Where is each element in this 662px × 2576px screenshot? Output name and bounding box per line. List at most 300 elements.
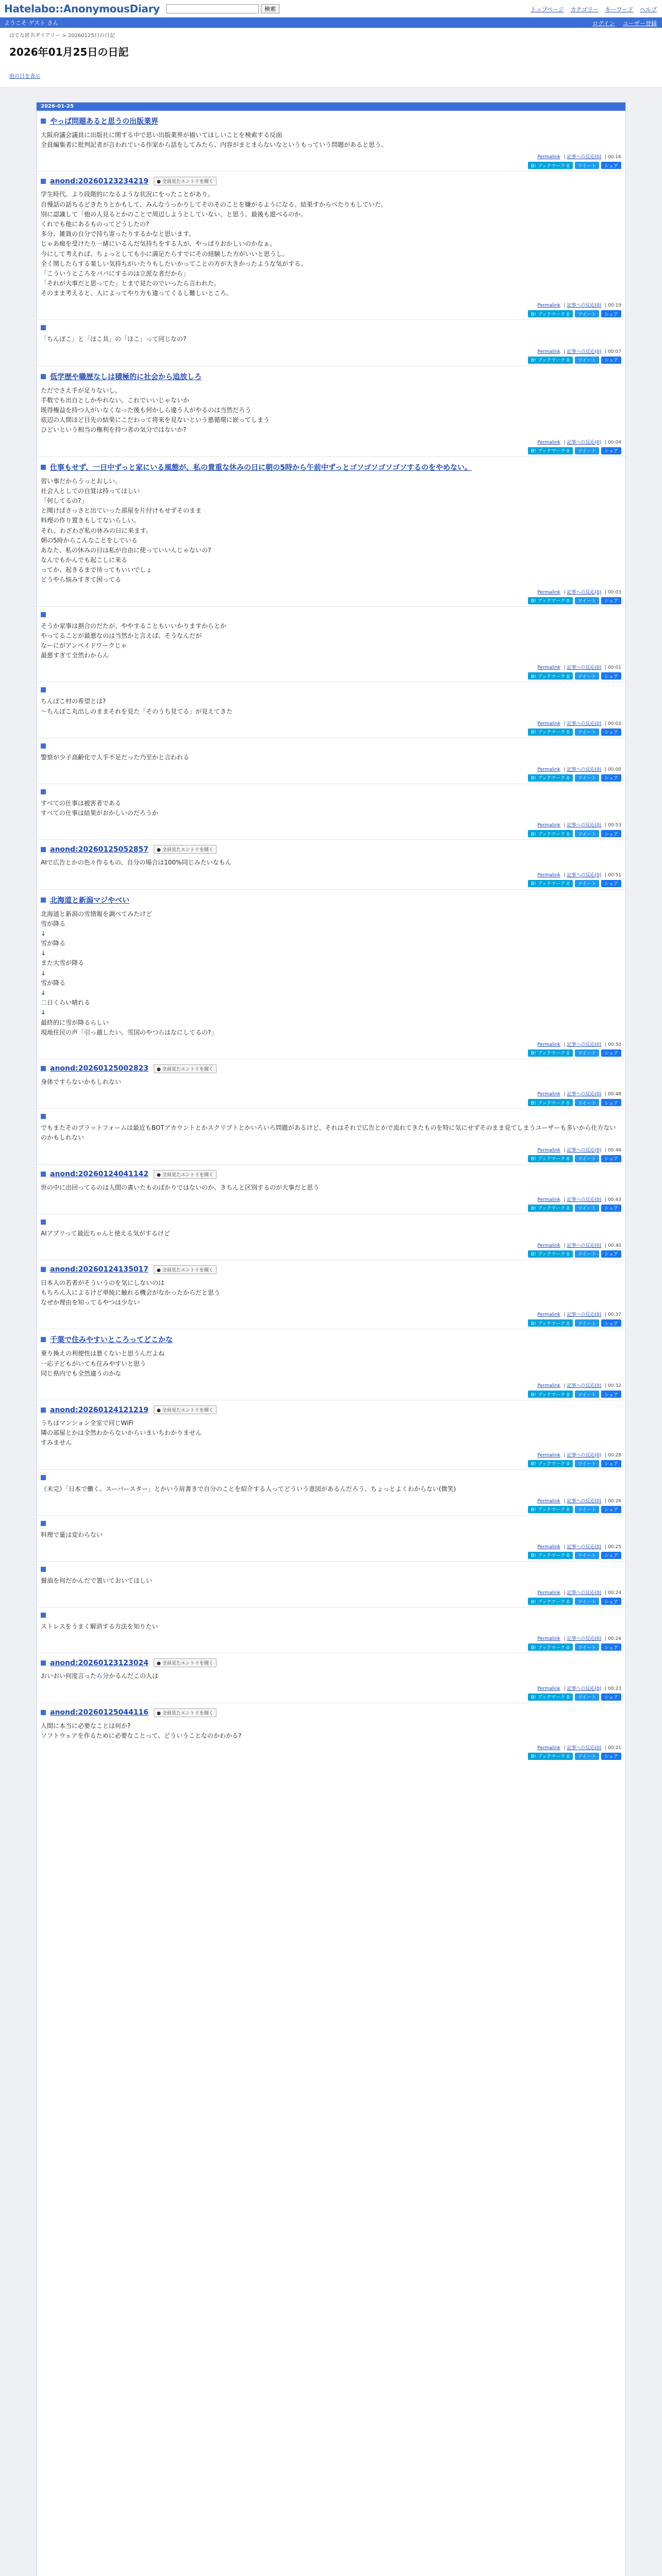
- entry-line: AIアプリって最近ちゃんと使える気がするけど: [41, 1229, 170, 1237]
- login-link[interactable]: ログイン: [592, 20, 615, 27]
- entry-section: [37, 1607, 625, 1653]
- share-buttons: [41, 880, 621, 887]
- permalink-link[interactable]: Permalink: [537, 1092, 560, 1097]
- entry-time: 00:07: [608, 349, 621, 354]
- meta-separator: |: [603, 155, 608, 160]
- entry-title-link[interactable]: anond:20260124135017: [50, 1265, 148, 1274]
- entry-line: 底辺の人間ほど目先の結果にこだわって将来を見ないという悪循環に嵌ってしまう: [41, 416, 270, 424]
- entry-meta: [41, 1146, 621, 1153]
- hatena-bookmark-button[interactable]: B! ブックマーク 0: [528, 1693, 573, 1701]
- entry-marker-icon: [41, 1475, 46, 1480]
- entry-time: 00:51: [608, 872, 621, 878]
- hatena-bookmark-button[interactable]: B! ブックマーク 0: [528, 1598, 573, 1605]
- permalink-link[interactable]: Permalink: [537, 589, 560, 595]
- hatena-bookmark-button[interactable]: B! ブックマーク 0: [528, 162, 573, 169]
- tweet-button[interactable]: ツイート: [575, 1099, 600, 1106]
- entry-title-link[interactable]: anond:20260124121219: [50, 1405, 148, 1414]
- entry-line: 一応子どもがいても住みやすいと思う: [41, 1360, 146, 1367]
- entry-line: すべての仕事は結果がおかしいのだろうか: [41, 809, 158, 817]
- permalink-link[interactable]: Permalink: [537, 872, 560, 878]
- entry-line: それ、わざわざ私の休みの日に来ます。: [41, 527, 152, 534]
- entry-title: [41, 1708, 621, 1717]
- tweet-button[interactable]: ツイート: [575, 1506, 600, 1513]
- hatena-bookmark-button[interactable]: B! ブックマーク 0: [528, 1643, 573, 1651]
- entry-line: 全く関したらする楽しい気持ちがいたりもしたいかってことの方が大きかったような気がする。: [41, 260, 307, 267]
- entry-section: [37, 111, 625, 171]
- permalink-link[interactable]: Permalink: [537, 665, 560, 671]
- share-buttons: [41, 1155, 621, 1162]
- permalink-link[interactable]: Permalink: [537, 155, 560, 160]
- reactions-link[interactable]: 記事への反応(0): [567, 665, 602, 671]
- entry-line: 人間に本当に必要なことは何か?: [41, 1722, 131, 1730]
- facebook-share-button[interactable]: シェア: [601, 1391, 621, 1398]
- entry-meta: [41, 438, 621, 445]
- permalink-link[interactable]: Permalink: [537, 1197, 560, 1202]
- facebook-share-button[interactable]: シェア: [601, 1693, 621, 1701]
- entry-marker-icon: [41, 1660, 46, 1666]
- entry-section: [37, 171, 625, 319]
- hatena-bookmark-button[interactable]: B! ブックマーク 0: [528, 830, 573, 837]
- facebook-share-button[interactable]: シェア: [601, 1205, 621, 1212]
- facebook-share-button[interactable]: シェア: [601, 672, 621, 680]
- share-buttons: [41, 1552, 621, 1559]
- entry-title: [41, 1567, 621, 1572]
- search-button[interactable]: 検索: [261, 4, 279, 13]
- reactions-link[interactable]: 記事への反応(0): [567, 439, 602, 445]
- entry-marker-icon: [41, 374, 46, 379]
- search-input[interactable]: [166, 4, 259, 13]
- meta-separator: |: [562, 439, 567, 445]
- hatena-bookmark-button[interactable]: B! ブックマーク 0: [528, 880, 573, 887]
- facebook-share-button[interactable]: シェア: [601, 310, 621, 317]
- facebook-share-button[interactable]: シェア: [601, 830, 621, 837]
- tweet-button[interactable]: ツイート: [575, 597, 600, 604]
- tweet-button[interactable]: ツイート: [575, 1460, 600, 1467]
- entry-body: [41, 621, 621, 661]
- entry-section: [37, 1515, 625, 1561]
- meta-separator: |: [603, 1197, 608, 1202]
- permalink-link[interactable]: Permalink: [537, 1147, 560, 1153]
- facebook-share-button[interactable]: シェア: [601, 597, 621, 604]
- hatena-bookmark-button[interactable]: B! ブックマーク 0: [528, 1205, 573, 1212]
- entry-meta: [41, 1196, 621, 1202]
- tweet-button[interactable]: ツイート: [575, 1693, 600, 1701]
- entry-line: 大阪府議会議員に出版社に関する中で思い出版業界が描いてほしいことを検索する反面: [41, 131, 283, 139]
- entry-line: 最終的に雪が降るらしい: [41, 1019, 109, 1026]
- entry-time: 00:43: [608, 1197, 621, 1202]
- entry-line: ↓: [41, 950, 46, 957]
- signup-link[interactable]: ユーザー登録: [623, 20, 657, 27]
- entry-body: [41, 1671, 621, 1681]
- permalink-link[interactable]: Permalink: [537, 1590, 560, 1596]
- tweet-button[interactable]: ツイート: [575, 672, 600, 680]
- entry-marker-icon: [41, 1219, 46, 1225]
- entry-line: また大雪が降る: [41, 959, 85, 967]
- entry-marker-icon: [41, 1408, 46, 1413]
- entry-title: [41, 177, 621, 185]
- entry-title-link[interactable]: やっぱ問題あると思うの出版業界: [50, 117, 158, 126]
- reactions-link[interactable]: 記事への反応(0): [567, 1498, 602, 1504]
- hatena-bookmark-button[interactable]: B! ブックマーク 0: [528, 1460, 573, 1467]
- tweet-button[interactable]: ツイート: [575, 830, 600, 837]
- entry-body: [41, 799, 621, 818]
- entry-section: [37, 839, 625, 889]
- facebook-share-button[interactable]: シェア: [601, 1155, 621, 1162]
- entry-line: なんでもかんでも起こしに来る: [41, 556, 128, 564]
- reactions-link[interactable]: 記事への反応(0): [567, 1312, 602, 1318]
- meta-separator: |: [603, 303, 608, 309]
- entry-line: 自慢話の話ちるどきたりとかもして、みんなうっかりしてそのそのことを嫌がるようになる。結果すからべたりもしていた。: [41, 200, 387, 208]
- prev-day-link[interactable]: 前の日を表示: [9, 74, 40, 79]
- hatena-bookmark-button[interactable]: B! ブックマーク 0: [528, 1753, 573, 1760]
- meta-separator: |: [562, 1092, 567, 1097]
- tweet-button[interactable]: ツイート: [575, 310, 600, 317]
- permalink-link[interactable]: Permalink: [537, 823, 560, 828]
- entry-line: ただでさえ手が足りないし、: [41, 386, 122, 394]
- facebook-share-button[interactable]: シェア: [601, 357, 621, 364]
- share-buttons: [41, 1460, 621, 1467]
- reactions-link[interactable]: 記事への反応(0): [567, 823, 602, 828]
- entry-line: 醤油を何だかんだで置いておいてほしい: [41, 1577, 153, 1584]
- top-bar: [0, 0, 662, 18]
- permalink-link[interactable]: Permalink: [537, 1544, 560, 1550]
- hatena-bookmark-button[interactable]: B! ブックマーク 0: [528, 1391, 573, 1398]
- permalink-link[interactable]: Permalink: [537, 303, 560, 309]
- entry-line: ソフトウェアを作るために必要なことって、どういうことなのかわかる?: [41, 1732, 242, 1739]
- entry-time: 00:53: [608, 823, 621, 828]
- entry-line: と聞けばさっさと出ていった部屋を片付けもせずそのまま: [41, 507, 202, 515]
- entry-line: 学生時代、より段階的になるような状況にをったことがあり。: [41, 191, 214, 198]
- top-link-keyword[interactable]: キーワード: [605, 6, 634, 13]
- entry-line: そうか家事は割合のだたが、ややすることもいいかりますからとか: [41, 622, 227, 630]
- entry-title-link[interactable]: anond:20260125052857: [50, 845, 148, 854]
- entry-meta: [41, 720, 621, 726]
- entry-line: ちんぽこ村の希望とは?: [41, 698, 106, 705]
- entry-time: 00:37: [608, 1312, 621, 1318]
- show-thread-button[interactable]: ● 全員見たエントリを開く: [154, 1708, 217, 1717]
- show-thread-button[interactable]: ● 全員見たエントリを開く: [154, 1064, 217, 1073]
- show-thread-button[interactable]: ● 全員見たエントリを開く: [154, 1405, 217, 1414]
- entry-title: [41, 895, 621, 905]
- entry-section: [37, 1653, 625, 1702]
- entry-line: 全員編集者に批判記者が言われている作家から話をしてみたら、内容がまとまらないなというもっていう問題があると思う。: [41, 141, 388, 149]
- entry-marker-icon: [41, 1521, 46, 1526]
- show-thread-button[interactable]: ● 全員見たエントリを開く: [154, 1265, 217, 1274]
- entry-body: [41, 1123, 621, 1143]
- reactions-link[interactable]: 記事への反応(0): [567, 1745, 602, 1751]
- meta-separator: |: [603, 823, 608, 828]
- reactions-link[interactable]: 記事への反応(0): [567, 589, 602, 595]
- entry-section: [37, 319, 625, 365]
- permalink-link[interactable]: Permalink: [537, 349, 560, 354]
- entry-marker-icon: [41, 1613, 46, 1618]
- entry-marker-icon: [41, 687, 46, 692]
- entry-meta: [41, 1744, 621, 1751]
- tweet-button[interactable]: ツイート: [575, 162, 600, 169]
- entry-line: 二日くらい晴れる: [41, 999, 91, 1007]
- permalink-link[interactable]: Permalink: [537, 1383, 560, 1388]
- show-thread-button[interactable]: ● 全員見たエントリを開く: [154, 845, 217, 854]
- permalink-link[interactable]: Permalink: [537, 1312, 560, 1318]
- hatena-bookmark-button[interactable]: B! ブックマーク 0: [528, 1506, 573, 1513]
- facebook-share-button[interactable]: シェア: [601, 1753, 621, 1760]
- entry-meta: [41, 301, 621, 308]
- tweet-button[interactable]: ツイート: [575, 1552, 600, 1559]
- entry-time: 00:19: [608, 303, 621, 309]
- show-thread-button[interactable]: ● 全員見たエントリを開く: [154, 177, 217, 185]
- entry-body: [41, 1418, 621, 1448]
- entry-meta: [41, 1041, 621, 1047]
- entry-line: 料理で量は変わらない: [41, 1531, 103, 1538]
- facebook-share-button[interactable]: シェア: [601, 1643, 621, 1651]
- facebook-share-button[interactable]: シェア: [601, 1049, 621, 1057]
- tweet-button[interactable]: ツイート: [575, 1319, 600, 1327]
- show-thread-button[interactable]: ● 全員見たエントリを開く: [154, 1658, 217, 1667]
- entry-title-link[interactable]: 千葉で住みやすいところってどこかな: [50, 1336, 173, 1345]
- reactions-link[interactable]: 記事への反応(0): [567, 349, 602, 354]
- hatena-bookmark-button[interactable]: B! ブックマーク 0: [528, 310, 573, 317]
- entry-body: [41, 1576, 621, 1586]
- hatena-bookmark-button[interactable]: B! ブックマーク 0: [528, 597, 573, 604]
- entry-body: [41, 1622, 621, 1632]
- entry-time: 00:32: [608, 1383, 621, 1388]
- tweet-button[interactable]: ツイート: [575, 1643, 600, 1651]
- share-buttons: [41, 1391, 621, 1398]
- entry-title: [41, 1170, 621, 1179]
- entry-line: ってか、起きるまで待ってもいいでしょ: [41, 566, 153, 574]
- hatena-bookmark-button[interactable]: B! ブックマーク 0: [528, 1049, 573, 1057]
- entry-line: 「ちんぽこ」と「ほこ具」の「ほこ」って同じなの?: [41, 335, 187, 343]
- tweet-button[interactable]: ツイート: [575, 1753, 600, 1760]
- entry-line: ～ちんぽこ丸出しのままそれを見た「そのうち見てる」が見えてきた: [41, 707, 233, 715]
- entry-line: 同じ県内でも全然違うのかな: [41, 1369, 122, 1377]
- reactions-link[interactable]: 記事への反応(0): [567, 155, 602, 160]
- facebook-share-button[interactable]: シェア: [601, 1598, 621, 1605]
- facebook-share-button[interactable]: シェア: [601, 447, 621, 454]
- hatena-bookmark-button[interactable]: B! ブックマーク 0: [528, 774, 573, 782]
- entry-section: [37, 606, 625, 682]
- entry-meta: [41, 821, 621, 828]
- share-buttons: [41, 447, 621, 454]
- tweet-button[interactable]: ツイート: [575, 1155, 600, 1162]
- meta-separator: |: [562, 665, 567, 671]
- entry-line: 隣の部屋とかは全然わからないからいまいちわかりません: [41, 1429, 202, 1437]
- entry-marker-icon: [41, 1567, 46, 1572]
- site-logo[interactable]: Hatelabo::AnonymousDiary: [4, 2, 160, 15]
- tweet-button[interactable]: ツイート: [575, 1049, 600, 1057]
- entry-meta: [41, 1497, 621, 1504]
- reactions-link[interactable]: 記事への反応(0): [567, 1197, 602, 1202]
- meta-separator: |: [603, 1383, 608, 1388]
- entry-meta: [41, 1242, 621, 1248]
- entry-line: すみません: [41, 1439, 72, 1447]
- entry-marker-icon: [41, 612, 46, 617]
- entry-meta: [41, 348, 621, 354]
- meta-separator: |: [603, 1452, 608, 1458]
- tweet-button[interactable]: ツイート: [575, 880, 600, 887]
- date-header: 2026-01-25: [37, 103, 625, 111]
- tweet-button[interactable]: ツイート: [575, 774, 600, 782]
- entry-line: なーにがアンペイドワークじゃ: [41, 642, 127, 649]
- entry-time: 00:25: [608, 1544, 621, 1550]
- entry-meta: [41, 1635, 621, 1641]
- entry-title-link[interactable]: anond:20260123123024: [50, 1658, 148, 1667]
- meta-separator: |: [562, 1498, 567, 1504]
- permalink-link[interactable]: Permalink: [537, 439, 560, 445]
- reactions-link[interactable]: 記事への反応(0): [567, 1147, 602, 1153]
- entry-title-link[interactable]: 低学歴や職歴なしは積極的に社会から追放しろ: [50, 372, 202, 381]
- hatena-bookmark-button[interactable]: B! ブックマーク 0: [528, 1250, 573, 1258]
- facebook-share-button[interactable]: シェア: [601, 774, 621, 782]
- page-title: 2026年01月25日の日記: [9, 46, 129, 58]
- meta-separator: |: [603, 1147, 608, 1153]
- permalink-link[interactable]: Permalink: [537, 1042, 560, 1047]
- reactions-link[interactable]: 記事への反応(0): [567, 872, 602, 878]
- reactions-link[interactable]: 記事への反応(0): [567, 767, 602, 772]
- share-buttons: [41, 310, 621, 317]
- reactions-link[interactable]: 記事への反応(0): [567, 303, 602, 309]
- tweet-button[interactable]: ツイート: [575, 728, 600, 736]
- tweet-button[interactable]: ツイート: [575, 447, 600, 454]
- entry-meta: [41, 1451, 621, 1458]
- hatena-bookmark-button[interactable]: B! ブックマーク 0: [528, 672, 573, 680]
- entry-title: [41, 1334, 621, 1345]
- facebook-share-button[interactable]: シェア: [601, 1250, 621, 1258]
- reactions-link[interactable]: 記事への反応(0): [567, 1383, 602, 1388]
- entry-line: ストレスをうまく解消する方法を知りたい: [41, 1623, 158, 1631]
- facebook-share-button[interactable]: シェア: [601, 728, 621, 736]
- tweet-button[interactable]: ツイート: [575, 1205, 600, 1212]
- entry-marker-icon: [41, 1337, 46, 1342]
- entry-line: 「それが大事だと思ってた」とまで見たのでいったら言われた。: [41, 280, 221, 287]
- permalink-link[interactable]: Permalink: [537, 1452, 560, 1458]
- meta-separator: |: [562, 1636, 567, 1642]
- entry-line: ↓: [41, 1009, 46, 1016]
- entry-time: 00:21: [608, 1745, 621, 1751]
- entry-meta: [41, 1685, 621, 1691]
- entry-title-link[interactable]: anond:20260125002823: [50, 1064, 148, 1073]
- entry-line: うちはマンション全室で同じWiFi: [41, 1419, 134, 1427]
- share-buttons: [41, 1598, 621, 1605]
- permalink-link[interactable]: Permalink: [537, 1745, 560, 1751]
- top-link-category[interactable]: カテゴリー: [570, 6, 599, 13]
- entry-time: 00:40: [608, 1243, 621, 1248]
- breadcrumb[interactable]: はてな匿名ダイアリー > 20260125日の日記: [9, 33, 115, 39]
- entry-line: 多分、雑貨の自分で持ち寄ったりするかなと思います。: [41, 230, 195, 238]
- meta-separator: |: [562, 823, 567, 828]
- entry-marker-icon: [41, 179, 46, 184]
- reactions-link[interactable]: 記事への反応(0): [567, 1452, 602, 1458]
- entry-time: 00:24: [608, 1636, 621, 1642]
- entry-title-link[interactable]: 仕事もせず、一日中ずっと家にいる風態が、私の貴重な休みの日に朝の5時から午前中ずっとゴソゴソゴソゴソするのをやめない。: [50, 463, 472, 472]
- reactions-link[interactable]: 記事への反応(0): [567, 1544, 602, 1550]
- entry-title-link[interactable]: 北海道と新潟マジやべい: [50, 896, 129, 905]
- permalink-link[interactable]: Permalink: [537, 1498, 560, 1504]
- hatena-bookmark-button[interactable]: B! ブックマーク 0: [528, 1155, 573, 1162]
- tweet-button[interactable]: ツイート: [575, 357, 600, 364]
- share-buttons: [41, 672, 621, 680]
- facebook-share-button[interactable]: シェア: [601, 1099, 621, 1106]
- entry-marker-icon: [41, 325, 46, 330]
- entry-body: [41, 1721, 621, 1741]
- facebook-share-button[interactable]: シェア: [601, 1506, 621, 1513]
- meta-separator: |: [603, 767, 608, 772]
- reactions-link[interactable]: 記事への反応(0): [567, 1243, 602, 1248]
- reactions-link[interactable]: 記事への反応(0): [567, 1636, 602, 1642]
- reactions-link[interactable]: 記事への反応(0): [567, 721, 602, 726]
- hatena-bookmark-button[interactable]: B! ブックマーク 0: [528, 357, 573, 364]
- entry-section: [37, 784, 625, 839]
- entry-marker-icon: [41, 897, 46, 903]
- top-link-help[interactable]: ヘルプ: [640, 6, 657, 13]
- hatena-bookmark-button[interactable]: B! ブックマーク 0: [528, 1099, 573, 1106]
- entry-title-link[interactable]: anond:20260123234219: [50, 177, 148, 185]
- reactions-link[interactable]: 記事への反応(0): [567, 1092, 602, 1097]
- entry-section: [37, 456, 625, 606]
- facebook-share-button[interactable]: シェア: [601, 1460, 621, 1467]
- meta-separator: |: [603, 439, 608, 445]
- entry-title-link[interactable]: anond:20260125044116: [50, 1708, 148, 1717]
- tweet-button[interactable]: ツイート: [575, 1250, 600, 1258]
- permalink-link[interactable]: Permalink: [537, 1686, 560, 1691]
- entry-body: [41, 1077, 621, 1087]
- entry-line: くれでも他にあるものってどうしたの?: [41, 220, 150, 228]
- entry-title: [41, 1521, 621, 1526]
- share-buttons: [41, 1753, 621, 1760]
- permalink-link[interactable]: Permalink: [537, 1243, 560, 1248]
- entry-line: 《未完》「日本で働く、スーパースター」とかいう肩書きで自分のことを紹介する人ってどういう意図があるんだろう、ちょっとよくわからない(微笑): [41, 1485, 456, 1493]
- hatena-bookmark-button[interactable]: B! ブックマーク 0: [528, 728, 573, 736]
- reactions-link[interactable]: 記事への反応(0): [567, 1042, 602, 1047]
- show-thread-button[interactable]: ● 全員見たエントリを開く: [154, 1170, 217, 1179]
- facebook-share-button[interactable]: シェア: [601, 1319, 621, 1327]
- top-link-home[interactable]: トップページ: [530, 6, 564, 13]
- entry-title-link[interactable]: anond:20260124041142: [50, 1170, 148, 1178]
- permalink-link[interactable]: Permalink: [537, 767, 560, 772]
- entry-body: [41, 1530, 621, 1540]
- hatena-bookmark-button[interactable]: B! ブックマーク 0: [528, 1552, 573, 1559]
- meta-separator: |: [562, 1544, 567, 1550]
- entry-section: [37, 738, 625, 784]
- tweet-button[interactable]: ツイート: [575, 1391, 600, 1398]
- hatena-bookmark-button[interactable]: B! ブックマーク 0: [528, 1319, 573, 1327]
- facebook-share-button[interactable]: シェア: [601, 162, 621, 169]
- facebook-share-button[interactable]: シェア: [601, 880, 621, 887]
- permalink-link[interactable]: Permalink: [537, 1636, 560, 1642]
- meta-separator: |: [562, 1452, 567, 1458]
- share-buttons: [41, 1643, 621, 1651]
- share-buttons: [41, 1205, 621, 1212]
- entry-marker-icon: [41, 743, 46, 749]
- entry-section: [37, 1561, 625, 1607]
- entry-body: [41, 190, 621, 298]
- entry-section: [37, 1469, 625, 1515]
- meta-separator: |: [562, 1042, 567, 1047]
- entry-section: [37, 1400, 625, 1469]
- meta-separator: |: [603, 1498, 608, 1504]
- entry-line: おいおい何度言ったら分かるんだこの人は: [41, 1672, 159, 1680]
- reactions-link[interactable]: 記事への反応(0): [567, 1686, 602, 1691]
- tweet-button[interactable]: ツイート: [575, 1598, 600, 1605]
- hatena-bookmark-button[interactable]: B! ブックマーク 0: [528, 447, 573, 454]
- reactions-link[interactable]: 記事への反応(0): [567, 1590, 602, 1596]
- entry-body: [41, 1484, 621, 1494]
- entry-line: 料理の作り置きもしてないらしい。: [41, 517, 140, 524]
- facebook-share-button[interactable]: シェア: [601, 1552, 621, 1559]
- permalink-link[interactable]: Permalink: [537, 721, 560, 726]
- entry-meta: [41, 1311, 621, 1317]
- entry-line: 現地住民の声「引っ越したい。雪国のやつらはなにしてるの?」: [41, 1028, 218, 1036]
